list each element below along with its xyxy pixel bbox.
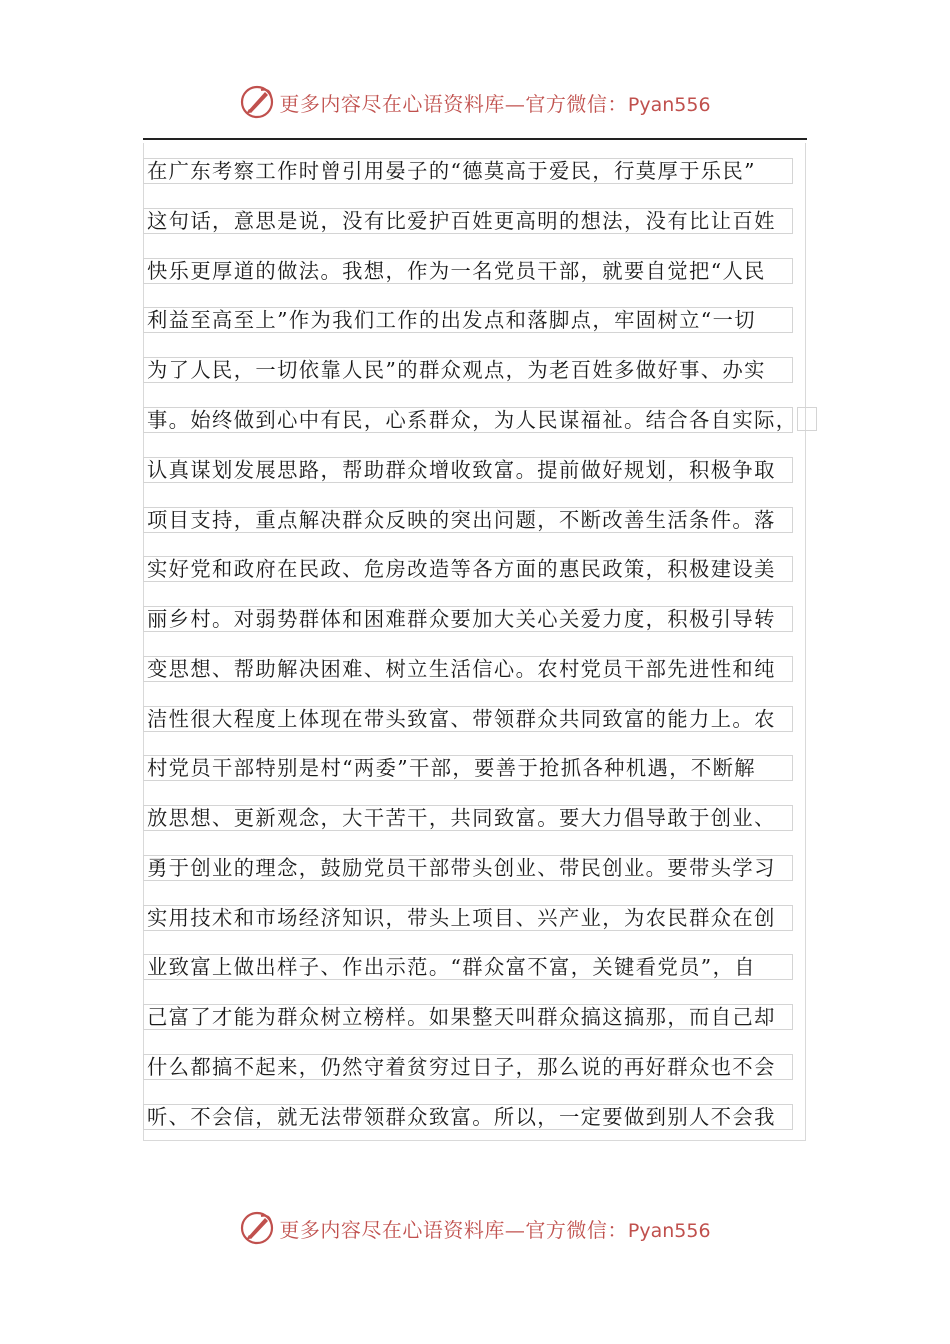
body-line: 丽乡村。对弱势群体和困难群众要加大关心关爱力度，积极引导转 <box>143 606 793 632</box>
body-line: 放思想、更新观念，大干苦干，共同致富。要大力倡导敢于创业、 <box>143 805 793 831</box>
quill-pen-logo-icon <box>239 1210 275 1246</box>
footer-banner <box>0 1208 950 1248</box>
footer-banner-text <box>279 1214 710 1243</box>
header-divider <box>143 138 807 140</box>
footer-banner-label: 更多内容尽在心语资料库—官方微信： <box>279 1217 628 1242</box>
header-banner-label: 更多内容尽在心语资料库—官方微信： <box>279 91 628 116</box>
footer-wechat-handle: Pyan556 <box>627 1219 711 1242</box>
header-banner <box>0 82 950 122</box>
body-line: 勇于创业的理念，鼓励党员干部带头创业、带民创业。要带头学习 <box>143 855 793 881</box>
body-line: 实用技术和市场经济知识，带头上项目、兴产业，为农民群众在创 <box>143 905 793 931</box>
body-line: 己富了才能为群众树立榜样。如果整天叫群众搞这搞那，而自己却 <box>143 1004 793 1030</box>
body-line: 村党员干部特别是村“两委”干部，要善于抢抓各种机遇，不断解 <box>143 755 793 781</box>
body-line: 为了人民，一切依靠人民”的群众观点，为老百姓多做好事、办实 <box>143 357 793 383</box>
body-line: 变思想、帮助解决困难、树立生活信心。农村党员干部先进性和纯 <box>143 656 793 682</box>
body-line: 这句话，意思是说，没有比爱护百姓更高明的想法，没有比让百姓 <box>143 208 793 234</box>
body-line: 事。始终做到心中有民，心系群众，为人民谋福祉。结合各自实际， <box>143 407 793 433</box>
quill-pen-logo-icon <box>239 84 275 120</box>
body-line: 实好党和政府在民政、危房改造等各方面的惠民政策，积极建设美 <box>143 556 793 582</box>
text-frame <box>143 143 806 1141</box>
header-wechat-handle: Pyan556 <box>627 93 711 116</box>
line-overflow-marker <box>797 407 817 431</box>
body-line: 洁性很大程度上体现在带头致富、带领群众共同致富的能力上。农 <box>143 706 793 732</box>
header-banner-text <box>279 88 710 117</box>
body-line: 项目支持，重点解决群众反映的突出问题，不断改善生活条件。落 <box>143 507 793 533</box>
body-line: 业致富上做出样子、作出示范。“群众富不富，关键看党员”，自 <box>143 954 793 980</box>
body-line: 听、不会信，就无法带领群众致富。所以，一定要做到别人不会我 <box>143 1104 793 1130</box>
body-line: 快乐更厚道的做法。我想，作为一名党员干部，就要自觉把“人民 <box>143 258 793 284</box>
body-line: 在广东考察工作时曾引用晏子的“德莫高于爱民，行莫厚于乐民” <box>143 158 793 184</box>
body-line: 认真谋划发展思路，帮助群众增收致富。提前做好规划，积极争取 <box>143 457 793 483</box>
body-line: 什么都搞不起来，仍然守着贫穷过日子，那么说的再好群众也不会 <box>143 1054 793 1080</box>
body-line: 利益至高至上”作为我们工作的出发点和落脚点，牢固树立“一切 <box>143 307 793 333</box>
